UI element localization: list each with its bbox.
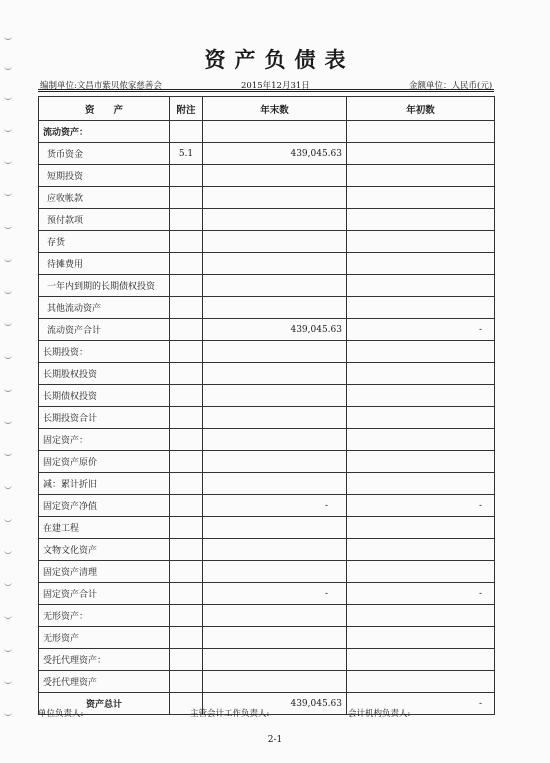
row-year-end-value <box>203 363 347 385</box>
row-item-label: 应收帐款 <box>39 187 170 209</box>
row-year-begin-value <box>347 649 495 671</box>
row-note <box>170 451 203 473</box>
row-note <box>170 517 203 539</box>
row-year-end-value <box>203 429 347 451</box>
reporting-unit: 编制单位:文昌市紫贝侬家慈善会 <box>40 81 162 91</box>
row-item-label: 固定资产原价 <box>39 451 170 473</box>
row-item-label: 减：累计折旧 <box>39 473 170 495</box>
table-row <box>39 385 495 407</box>
row-year-end-value <box>203 561 347 583</box>
page-number: 2-1 <box>267 735 283 745</box>
row-year-begin-value <box>347 539 495 561</box>
row-item-label: 流动资产： <box>39 121 170 143</box>
table-row <box>39 363 495 385</box>
row-item-label: 固定资产合计 <box>39 583 170 605</box>
row-note <box>170 627 203 649</box>
table-row <box>39 231 495 253</box>
table-row <box>39 407 495 429</box>
row-year-end-value <box>203 297 347 319</box>
row-note <box>170 297 203 319</box>
row-year-end-value: - <box>203 495 347 517</box>
row-year-begin-value: - <box>347 319 495 341</box>
row-year-end-value <box>203 209 347 231</box>
row-year-end-value <box>203 605 347 627</box>
row-year-end-value <box>203 385 347 407</box>
table-row <box>39 187 495 209</box>
table-row <box>39 319 495 341</box>
row-note <box>170 187 203 209</box>
table-row <box>39 341 495 363</box>
column-header-assets: 资 产 <box>39 97 170 121</box>
row-note <box>170 341 203 363</box>
table-row <box>39 275 495 297</box>
row-year-end-value <box>203 231 347 253</box>
table-row <box>39 561 495 583</box>
row-year-begin-value: - <box>347 495 495 517</box>
row-item-label: 固定资产清理 <box>39 561 170 583</box>
row-note <box>170 165 203 187</box>
row-year-end-value <box>203 627 347 649</box>
row-note <box>170 583 203 605</box>
table-row <box>39 517 495 539</box>
table-row <box>39 649 495 671</box>
row-year-end-value <box>203 517 347 539</box>
agency-head-signature: 会计机构负责人: <box>348 709 411 719</box>
row-note <box>170 385 203 407</box>
row-year-begin-value <box>347 341 495 363</box>
row-note <box>170 121 203 143</box>
row-year-begin-value <box>347 297 495 319</box>
row-note <box>170 671 203 693</box>
row-item-label: 受托代理资产： <box>39 649 170 671</box>
row-note <box>170 473 203 495</box>
row-year-end-value <box>203 253 347 275</box>
report-date: 2015年12月31日 <box>241 81 310 91</box>
row-year-begin-value <box>347 561 495 583</box>
row-year-begin-value <box>347 385 495 407</box>
row-note <box>170 407 203 429</box>
row-year-end-value <box>203 473 347 495</box>
table-row <box>39 165 495 187</box>
table-header-row <box>39 97 495 121</box>
row-note <box>170 605 203 627</box>
row-item-label: 一年内到期的长期债权投资 <box>39 275 170 297</box>
row-year-begin-value <box>347 407 495 429</box>
row-item-label: 在建工程 <box>39 517 170 539</box>
table-row <box>39 451 495 473</box>
row-year-begin-value <box>347 429 495 451</box>
row-year-begin-value <box>347 517 495 539</box>
row-note <box>170 539 203 561</box>
row-note <box>170 275 203 297</box>
row-year-end-value <box>203 187 347 209</box>
table-row <box>39 143 495 165</box>
row-year-end-value: 439,045.63 <box>203 143 347 165</box>
column-header-notes: 附注 <box>170 97 203 121</box>
row-item-label: 货币资金 <box>39 143 170 165</box>
row-item-label: 资产总计 <box>39 693 170 715</box>
row-item-label: 长期股权投资 <box>39 363 170 385</box>
row-year-begin-value <box>347 671 495 693</box>
row-note <box>170 429 203 451</box>
table-row <box>39 429 495 451</box>
row-year-end-value <box>203 649 347 671</box>
row-year-end-value <box>203 407 347 429</box>
row-year-end-value <box>203 275 347 297</box>
table-row <box>39 473 495 495</box>
row-note <box>170 495 203 517</box>
row-year-begin-value: - <box>347 583 495 605</box>
row-year-begin-value <box>347 209 495 231</box>
header-rule-top <box>38 89 494 90</box>
column-header-year-begin: 年初数 <box>347 97 495 121</box>
row-year-end-value <box>203 671 347 693</box>
row-year-end-value: - <box>203 583 347 605</box>
row-note <box>170 363 203 385</box>
column-header-year-end: 年末数 <box>203 97 347 121</box>
row-year-begin-value <box>347 121 495 143</box>
row-item-label: 待摊费用 <box>39 253 170 275</box>
table-row <box>39 605 495 627</box>
row-item-label: 其他流动资产 <box>39 297 170 319</box>
table-row <box>39 297 495 319</box>
table-row <box>39 627 495 649</box>
row-year-begin-value <box>347 627 495 649</box>
row-note <box>170 231 203 253</box>
row-item-label: 固定资产： <box>39 429 170 451</box>
balance-sheet-table <box>38 96 495 715</box>
unit-head-signature: 单位负责人: <box>38 709 84 719</box>
row-year-begin-value <box>347 165 495 187</box>
row-item-label: 长期债权投资 <box>39 385 170 407</box>
binding-margin <box>0 0 20 763</box>
row-year-end-value <box>203 451 347 473</box>
row-year-begin-value <box>347 143 495 165</box>
row-year-end-value <box>203 539 347 561</box>
row-year-begin-value <box>347 363 495 385</box>
row-item-label: 无形资产： <box>39 605 170 627</box>
row-year-begin-value <box>347 473 495 495</box>
row-year-end-value <box>203 121 347 143</box>
row-year-end-value: 439,045.63 <box>203 693 347 715</box>
row-item-label: 固定资产净值 <box>39 495 170 517</box>
row-item-label: 短期投资 <box>39 165 170 187</box>
row-note <box>170 649 203 671</box>
row-year-begin-value <box>347 275 495 297</box>
table-row <box>39 495 495 517</box>
row-note <box>170 253 203 275</box>
row-item-label: 存货 <box>39 231 170 253</box>
row-year-begin-value <box>347 451 495 473</box>
row-note <box>170 561 203 583</box>
row-item-label: 长期投资合计 <box>39 407 170 429</box>
row-year-begin-value <box>347 231 495 253</box>
row-item-label: 长期投资： <box>39 341 170 363</box>
row-year-end-value <box>203 165 347 187</box>
row-note <box>170 209 203 231</box>
row-item-label: 流动资产合计 <box>39 319 170 341</box>
table-row <box>39 583 495 605</box>
row-year-begin-value <box>347 253 495 275</box>
accounting-head-signature: 主管会计工作负责人: <box>190 709 270 719</box>
row-year-end-value <box>203 341 347 363</box>
row-item-label: 受托代理资产 <box>39 671 170 693</box>
table-row <box>39 121 495 143</box>
row-item-label: 预付款项 <box>39 209 170 231</box>
row-note <box>170 319 203 341</box>
table-row <box>39 209 495 231</box>
row-year-end-value: 439,045.63 <box>203 319 347 341</box>
row-note: 5.1 <box>170 143 203 165</box>
row-year-begin-value <box>347 605 495 627</box>
page-title: 资产负债表 <box>204 47 355 72</box>
row-item-label: 无形资产 <box>39 627 170 649</box>
row-year-begin-value: - <box>347 693 495 715</box>
header-rule-bottom <box>38 91 494 92</box>
row-item-label: 文物文化资产 <box>39 539 170 561</box>
currency-unit: 金额单位：人民币(元) <box>409 81 493 91</box>
table-row <box>39 671 495 693</box>
table-row <box>39 539 495 561</box>
row-year-begin-value <box>347 187 495 209</box>
table-row <box>39 253 495 275</box>
